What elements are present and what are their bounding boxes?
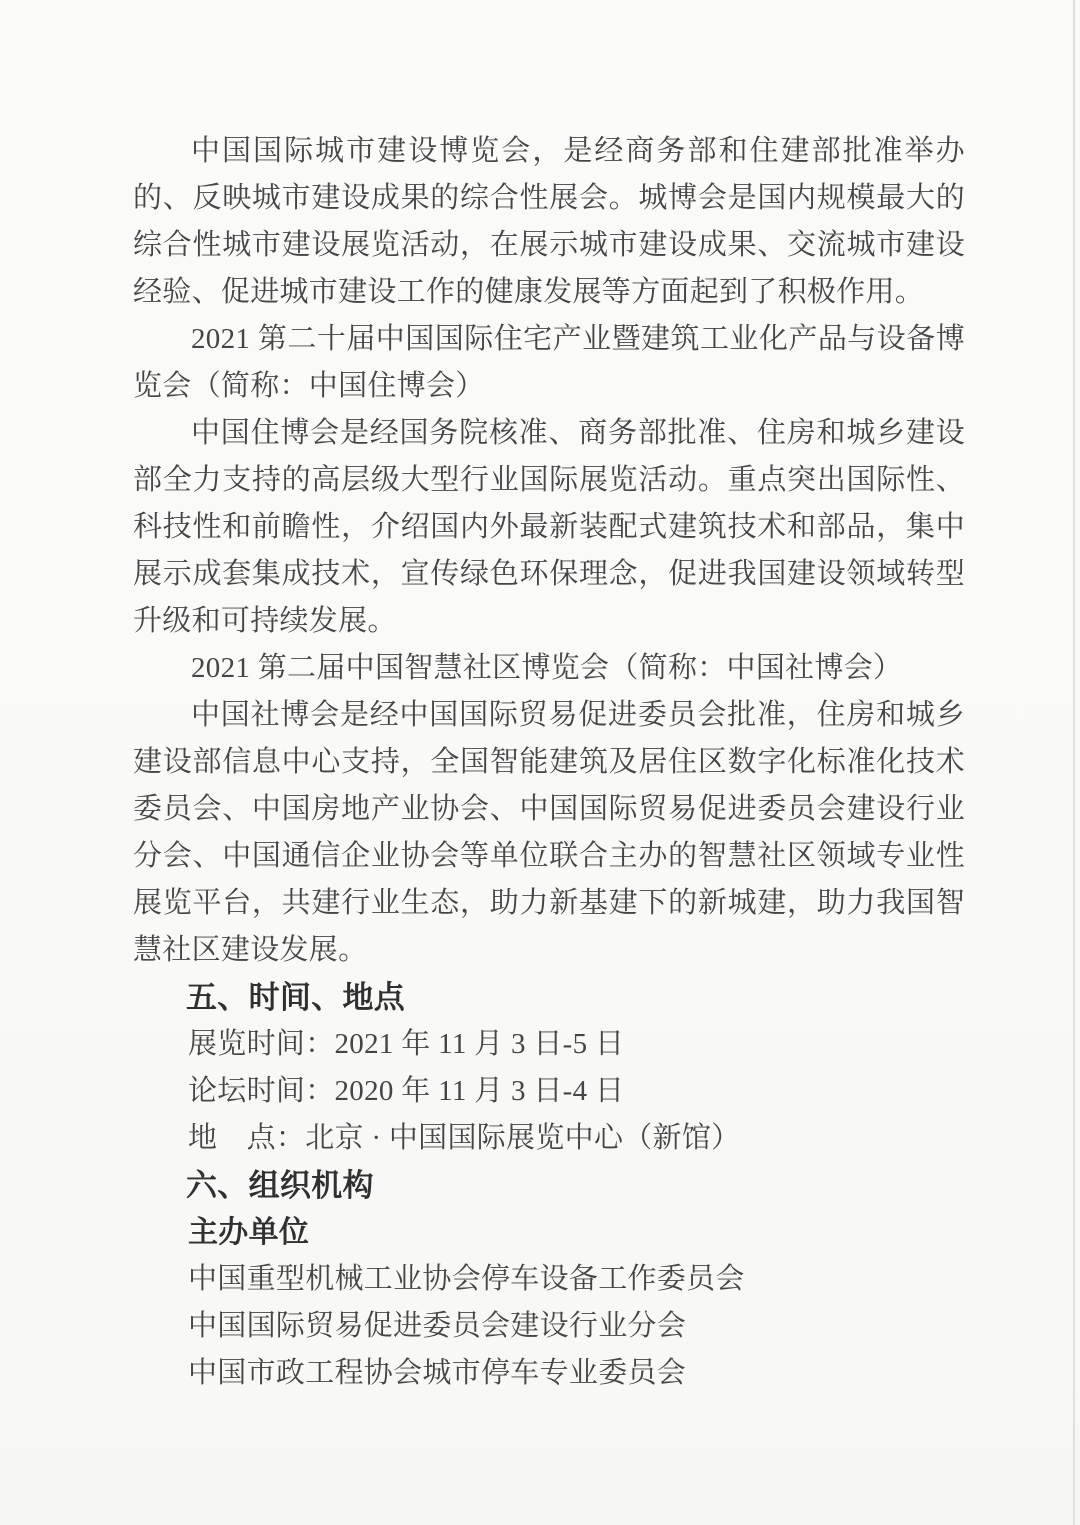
location-line: 地 点：北京 · 中国国际展览中心（新馆） <box>188 1122 741 1154</box>
paragraph-community-expo-intro: 中国社博会是经中国国际贸易促进委员会批准，住房和城乡建设部信息中心支持，全国智能建筑及居住区数字化标准化技术委员会、中国房地产业协会、中国国际贸易促进委员会建设行业分会、中国通信企业协会等单位联合主办的智慧社区领域专业性展览平台，共建行业生态，助力新基建下的新城建，助力我国智慧社区建设发展。 <box>133 699 965 966</box>
exhibition-time-line: 展览时间：2021 年 11 月 3 日-5 日 <box>188 1028 625 1060</box>
paragraph-housing-expo-title: 2021 第二十届中国国际住宅产业暨建筑工业化产品与设备博览会（简称：中国住博会） <box>133 323 965 402</box>
forum-time-line: 论坛时间：2020 年 11 月 3 日-4 日 <box>188 1075 625 1107</box>
document-body <box>133 128 965 1397</box>
scan-edge-artifact <box>1073 0 1075 1525</box>
section-heading-organization: 六、组织机构 <box>186 1168 374 1203</box>
organizer-item: 中国国际贸易促进委员会建设行业分会 <box>188 1310 687 1342</box>
organizer-item: 中国市政工程协会城市停车专业委员会 <box>188 1357 687 1389</box>
paragraph-community-expo-title: 2021 第二届中国智慧社区博览会（简称：中国社博会） <box>191 652 903 684</box>
paragraph-urban-expo-intro: 中国国际城市建设博览会，是经商务部和住建部批准举办的、反映城市建设成果的综合性展会。城博会是国内规模最大的综合性城市建设展览活动，在展示城市建设成果、交流城市建设经验、促进城市建设工作的健康发展等方面起到了积极作用。 <box>133 135 965 308</box>
section-heading-time-place: 五、时间、地点 <box>186 980 406 1015</box>
organizer-subheading: 主办单位 <box>188 1216 310 1249</box>
organizer-item: 中国重型机械工业协会停车设备工作委员会 <box>188 1263 745 1295</box>
paragraph-housing-expo-intro: 中国住博会是经国务院核准、商务部批准、住房和城乡建设部全力支持的高层级大型行业国际展览活动。重点突出国际性、科技性和前瞻性，介绍国内外最新装配式建筑技术和部品，集中展示成套集成技术，宣传绿色环保理念，促进我国建设领域转型升级和可持续发展。 <box>133 417 965 637</box>
